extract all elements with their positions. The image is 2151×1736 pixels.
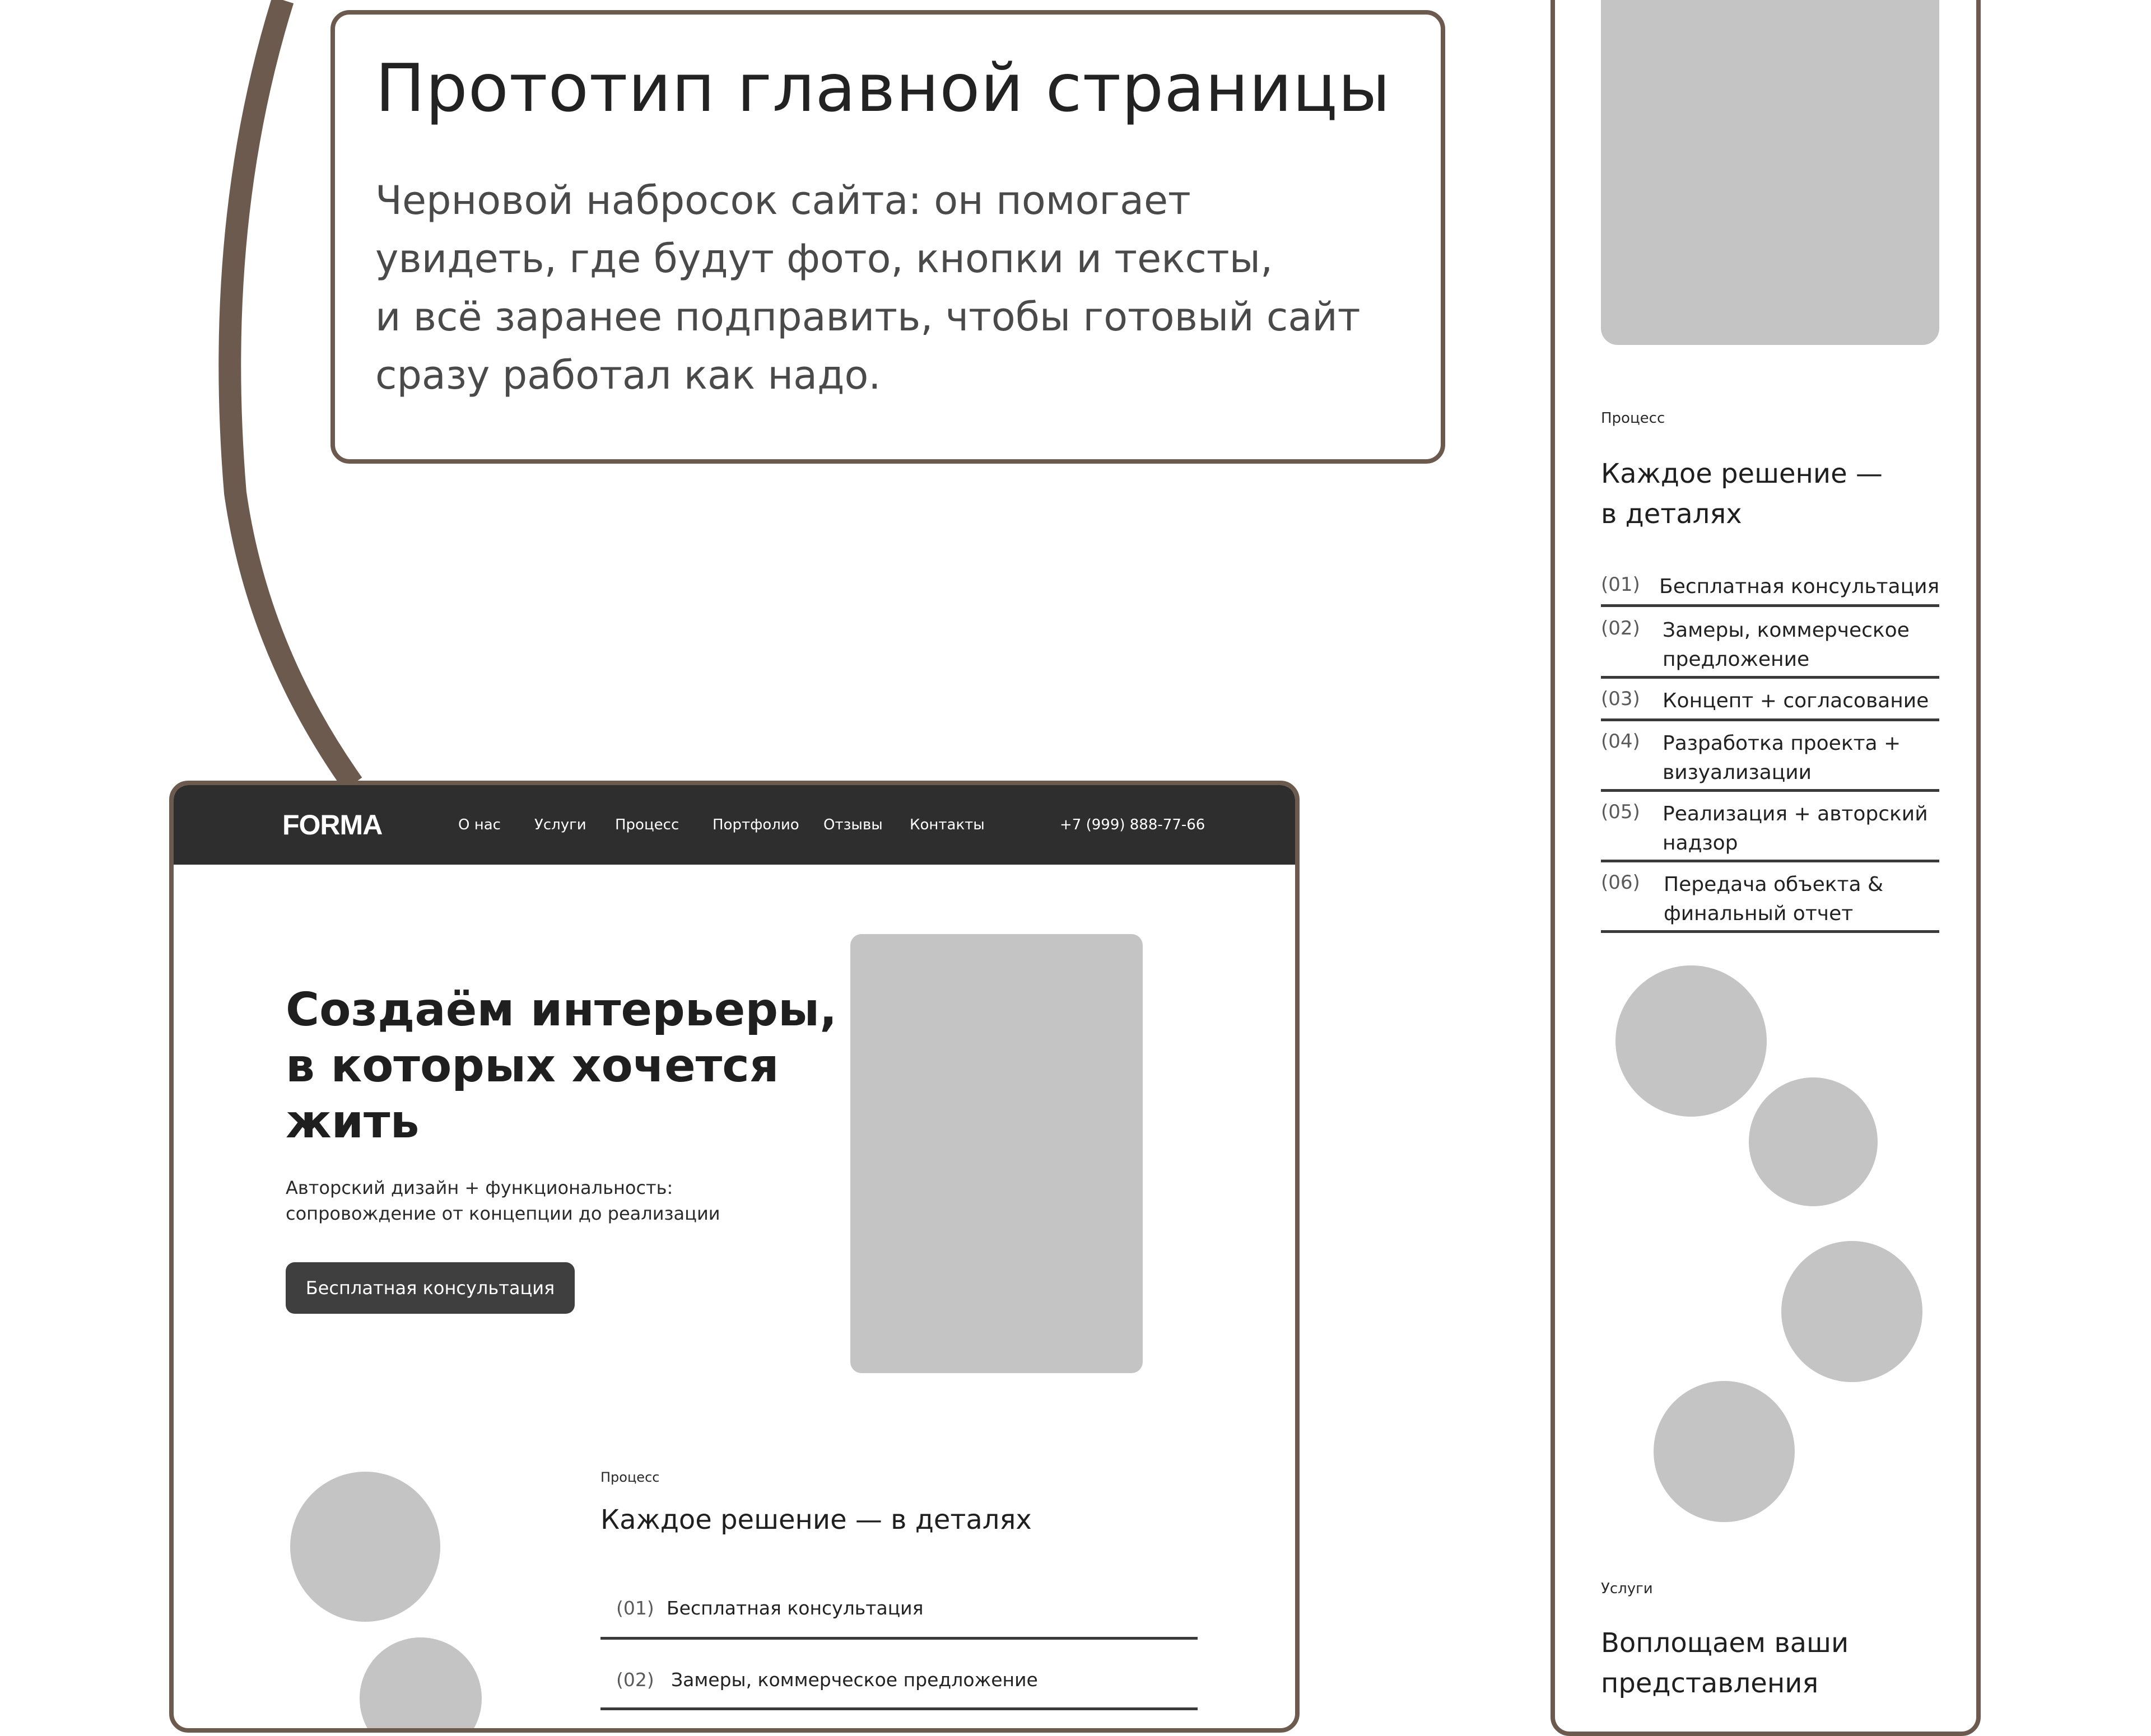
callout-title: Прототип главной страницы bbox=[375, 49, 1391, 127]
hero-title-line: жить bbox=[286, 1095, 420, 1149]
process-step-text-line: Реализация + авторский bbox=[1663, 802, 1928, 825]
process-step-text: Замеры, коммерческое предложение bbox=[671, 1669, 1038, 1691]
hero-subtitle-line: Авторский дизайн + функциональность: bbox=[286, 1177, 673, 1198]
callout-description bbox=[375, 171, 1372, 404]
mobile-process-title-line: Каждое решение — bbox=[1601, 458, 1883, 489]
callout-description-line: и всё заранее подправить, чтобы готовый сайт bbox=[375, 294, 1361, 340]
process-step-number: (02) bbox=[616, 1669, 654, 1691]
image-placeholder-circle bbox=[1654, 1381, 1795, 1522]
process-step-number: (01) bbox=[616, 1597, 654, 1619]
nav-link-reviews[interactable]: Отзывы bbox=[823, 816, 883, 833]
process-step-row bbox=[600, 1593, 1198, 1640]
image-placeholder-circle bbox=[290, 1472, 440, 1622]
nav-link-services[interactable]: Услуги bbox=[534, 816, 586, 833]
mobile-process-step-row bbox=[1601, 729, 1939, 792]
mobile-services-title bbox=[1601, 1623, 1849, 1704]
image-placeholder-circle bbox=[360, 1637, 482, 1733]
process-section-label: Процесс bbox=[600, 1469, 660, 1485]
callout-description-line: увидеть, где будут фото, кнопки и тексты, bbox=[375, 236, 1273, 282]
hero-image-placeholder bbox=[850, 934, 1143, 1373]
nav-phone-link[interactable]: +7 (999) 888-77-66 bbox=[1060, 816, 1205, 833]
process-step-text-line: Бесплатная консультация bbox=[1659, 575, 1940, 598]
mobile-hero-image-placeholder bbox=[1601, 0, 1939, 345]
mobile-process-step-row bbox=[1601, 687, 1939, 721]
mobile-prototype-frame bbox=[1551, 0, 1981, 1736]
process-step-number: (03) bbox=[1601, 688, 1640, 710]
site-logo[interactable]: FORMA bbox=[282, 809, 383, 841]
process-step-text bbox=[1664, 870, 1883, 928]
mobile-services-title-line: представления bbox=[1601, 1668, 1819, 1699]
desktop-prototype-frame bbox=[169, 781, 1300, 1733]
process-section-title: Каждое решение — в деталях bbox=[600, 1504, 1032, 1536]
process-step-text-line: надзор bbox=[1663, 832, 1738, 855]
process-step-text bbox=[1663, 687, 1929, 716]
process-step-text: Бесплатная консультация bbox=[667, 1597, 924, 1619]
process-step-number: (05) bbox=[1601, 801, 1640, 823]
process-step-text bbox=[1663, 800, 1928, 858]
process-step-text-line: Замеры, коммерческое bbox=[1663, 619, 1910, 642]
process-step-number: (06) bbox=[1601, 871, 1640, 894]
process-step-row bbox=[600, 1663, 1198, 1710]
consultation-button[interactable]: Бесплатная консультация bbox=[286, 1262, 575, 1314]
process-step-text-line: предложение bbox=[1663, 648, 1810, 671]
process-step-text-line: финальный отчет bbox=[1664, 902, 1854, 925]
callout-description-line: Черновой набросок сайта: он помогает bbox=[375, 178, 1191, 223]
mobile-process-label: Процесс bbox=[1601, 410, 1665, 427]
callout-description-line: сразу работал как надо. bbox=[375, 352, 881, 398]
mobile-services-title-line: Воплощаем ваши bbox=[1601, 1627, 1849, 1659]
mobile-process-step-row bbox=[1601, 870, 1939, 933]
mobile-process-title bbox=[1601, 454, 1883, 534]
process-step-text bbox=[1663, 616, 1910, 674]
mobile-process-step-row bbox=[1601, 800, 1939, 862]
mobile-process-step-row bbox=[1601, 572, 1939, 607]
hero-title bbox=[286, 982, 846, 1150]
process-step-text bbox=[1663, 729, 1901, 787]
image-placeholder-circle bbox=[1615, 965, 1767, 1117]
image-placeholder-circle bbox=[1749, 1077, 1878, 1206]
hero-subtitle-line: сопровождение от концепции до реализации bbox=[286, 1203, 720, 1224]
hero-subtitle bbox=[286, 1175, 720, 1226]
process-step-number: (01) bbox=[1601, 573, 1640, 596]
mobile-process-step-row bbox=[1601, 616, 1939, 679]
process-step-text-line: визуализации bbox=[1663, 761, 1812, 784]
image-placeholder-circle bbox=[1781, 1241, 1922, 1382]
nav-link-about[interactable]: О нас bbox=[458, 816, 501, 833]
nav-link-process[interactable]: Процесс bbox=[615, 816, 679, 833]
mobile-services-label: Услуги bbox=[1601, 1580, 1653, 1597]
process-step-text-line: Передача объекта & bbox=[1664, 873, 1884, 896]
hero-title-line: в которых хочется bbox=[286, 1039, 779, 1093]
process-step-text-line: Концепт + согласование bbox=[1663, 689, 1929, 712]
nav-link-portfolio[interactable]: Портфолио bbox=[713, 816, 799, 833]
mobile-process-title-line: в деталях bbox=[1601, 498, 1742, 530]
process-step-number: (02) bbox=[1601, 617, 1640, 640]
process-step-number: (04) bbox=[1601, 730, 1640, 753]
nav-link-contacts[interactable]: Контакты bbox=[910, 816, 985, 833]
annotation-callout bbox=[330, 10, 1445, 464]
process-step-text bbox=[1659, 572, 1939, 601]
hero-title-line: Создаём интерьеры, bbox=[286, 983, 837, 1037]
top-navigation-bar bbox=[174, 785, 1295, 865]
process-step-text-line: Разработка проекта + bbox=[1663, 732, 1901, 755]
